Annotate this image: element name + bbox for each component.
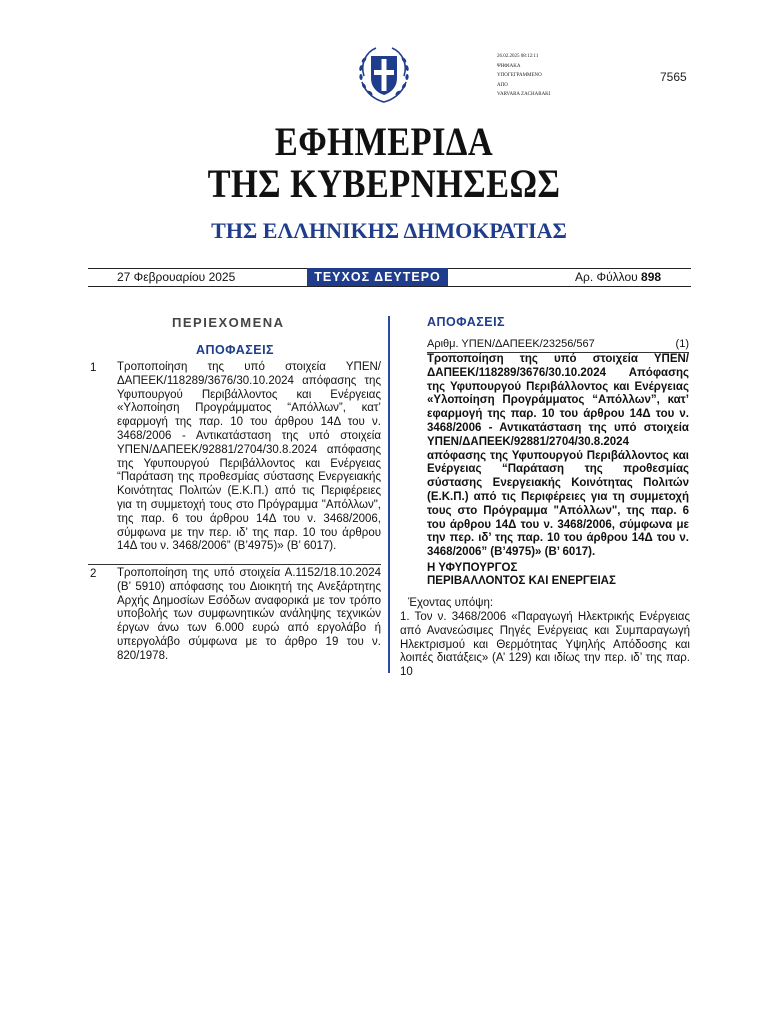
sheet-label: Αρ. Φύλλου <box>575 270 638 284</box>
signature-line: ΨΗΦΙΑΚΑ <box>497 63 521 69</box>
minister-heading <box>427 562 616 588</box>
contents-item-number: 1 <box>90 362 97 374</box>
gazette-title-line2: ΤΗΣ ΚΥΒΕΡΝΗΣΕΩΣ <box>207 161 561 206</box>
page-number: 7565 <box>660 70 687 84</box>
contents-item[interactable]: Τροποποίηση της υπό στοιχεία Α.1152/18.10.2024 (Β’ 5910) απόφασης του Διοικητή της Ανεξάρτητης Αρχής Δημοσίων Εσόδων αναφορικά με τον τρόπο υποβολής των συμφωνητικών ανάληψης τεχνικών έργων άνω των 6.000 ευρώ από εργολάβο ή υπεργολάβο σύμφωνα με το άρθρο 19 του ν. 820/1978. <box>117 567 381 662</box>
decision-title: Τροποποίηση της υπό στοιχεία ΥΠΕΝ/ΔΑΠΕΕΚ/118289/3676/30.10.2024 Απόφασης της Υφυπουργού Περιβάλλοντος και Ενέργειας «Υλοποίηση Προγράμματος “Απόλλων”, κατ’ εφαρμογή της παρ. 10 του άρθρου 14Δ του ν. 3468/2006 - Αντικατάσταση της υπό στοιχεία ΥΠΕΝ/ΔΑΠΕΕΚ/92881/2704/30.8.2024 απόφασης της Υφυπουργού Περιβάλλοντος και Ενέργειας “Παράταση της προθεσμίας σύστασης Ενεργειακής Κοινότητας Πολιτών (Ε.Κ.Π.) από τις Περιφέρειες για τη συμμετοχή τους στο Πρόγραμμα "Απόλλων", της παρ. 6 του άρθρου 14Δ του ν. 3468/2006, σύμφωνα με την περ. ιδ’ της παρ. 10 του άρθρου 14Δ του ν. 3468/2006” (Β’4975)» (Β’ 6017). <box>427 353 689 559</box>
decision-ref-text: Αριθμ. ΥΠΕΝ/ΔΑΠΕΕΚ/23256/567 <box>427 338 595 350</box>
gazette-subtitle: ΤΗΣ ΕΛΛΗΝΙΚΗΣ ΔΗΜΟΚΡΑΤΙΑΣ <box>211 218 567 243</box>
signature-line: VARVARA ZACHARAKI <box>497 92 551 98</box>
sheet-number <box>575 270 661 284</box>
digital-signature-block <box>497 52 550 100</box>
issue-badge: ΤΕΥΧΟΣ ΔΕΥΤΕΡΟ <box>307 268 448 286</box>
minister-line: Η ΥΦΥΠΟΥΡΓΟΣ <box>427 562 518 574</box>
sheet-number-value: 898 <box>641 270 662 284</box>
contents-item[interactable]: Τροποποίηση της υπό στοιχεία ΥΠΕΝ/ΔΑΠΕΕΚ/118289/3676/30.10.2024 απόφασης της Υφυπουργού Περιβάλλοντος και Ενέργειας «Υλοποίηση Προγράμματος “Απόλλων”, κατ’ εφαρμογή της παρ. 10 του άρθρου 14Δ του ν. 3468/2006 - Αντικατάσταση της υπό στοιχεία ΥΠΕΝ/ΔΑΠΕΕΚ/92881/2704/30.8.2024 απόφασης της Υφυπουργού Περιβάλλοντος και Ενέργειας “Παράταση της προθεσμίας σύστασης Ενεργειακής Κοινότητας Πολιτών (Ε.Κ.Π.) από τις Περιφέρειες για τη συμμετοχή τους στο Πρόγραμμα "Απόλλων", της παρ. 6 του άρθρου 14Δ του ν. 3468/2006, σύμφωνα με την περ. ιδ’ της παρ. 10 του άρθρου 14Δ του ν. 3468/2006” (Β’4975)» (Β’ 6017). <box>117 361 381 553</box>
contents-item-number: 2 <box>90 568 97 580</box>
decision-body-text: 1. Τον ν. 3468/2006 «Παραγωγή Ηλεκτρικής Ενέργειας από Ανανεώσιμες Πηγές Ενέργειας και Συμπαραγωγή Ηλεκτρισμού και Θερμότητας Υψηλής Απόδοσης και λοιπές διατάξεις» (Α’ 129) και ιδίως την περ. ιδ’ της παρ. 10 <box>400 611 690 679</box>
decision-ref-index: (1) <box>675 338 689 350</box>
contents-item-separator <box>88 564 381 565</box>
masthead-bottom-rule <box>88 286 691 287</box>
considering-label: Έχοντας υπόψη: <box>408 597 494 609</box>
minister-line: ΠΕΡΙΒΑΛΛΟΝΤΟΣ ΚΑΙ ΕΝΕΡΓΕΙΑΣ <box>427 575 616 587</box>
contents-heading: ΠΕΡΙΕΧΟΜΕΝΑ <box>172 315 285 330</box>
column-divider <box>388 316 390 673</box>
gazette-title: ΕΦΗΜΕΡΙΔΑ <box>274 119 494 164</box>
decisions-heading: ΑΠΟΦΑΣΕΙΣ <box>427 315 506 329</box>
contents-section-heading: ΑΠΟΦΑΣΕΙΣ <box>196 343 275 357</box>
signature-line: 26.02.2025 08:12:11 <box>497 54 539 59</box>
greek-coat-of-arms-icon <box>352 42 416 106</box>
decision-reference <box>427 338 689 353</box>
signature-line: ΥΠΟΓΕΓΡΑΜΜΕΝΟ <box>497 73 542 79</box>
issue-date: 27 Φεβρουαρίου 2025 <box>117 270 236 284</box>
signature-line: ΑΠΟ <box>497 82 508 88</box>
